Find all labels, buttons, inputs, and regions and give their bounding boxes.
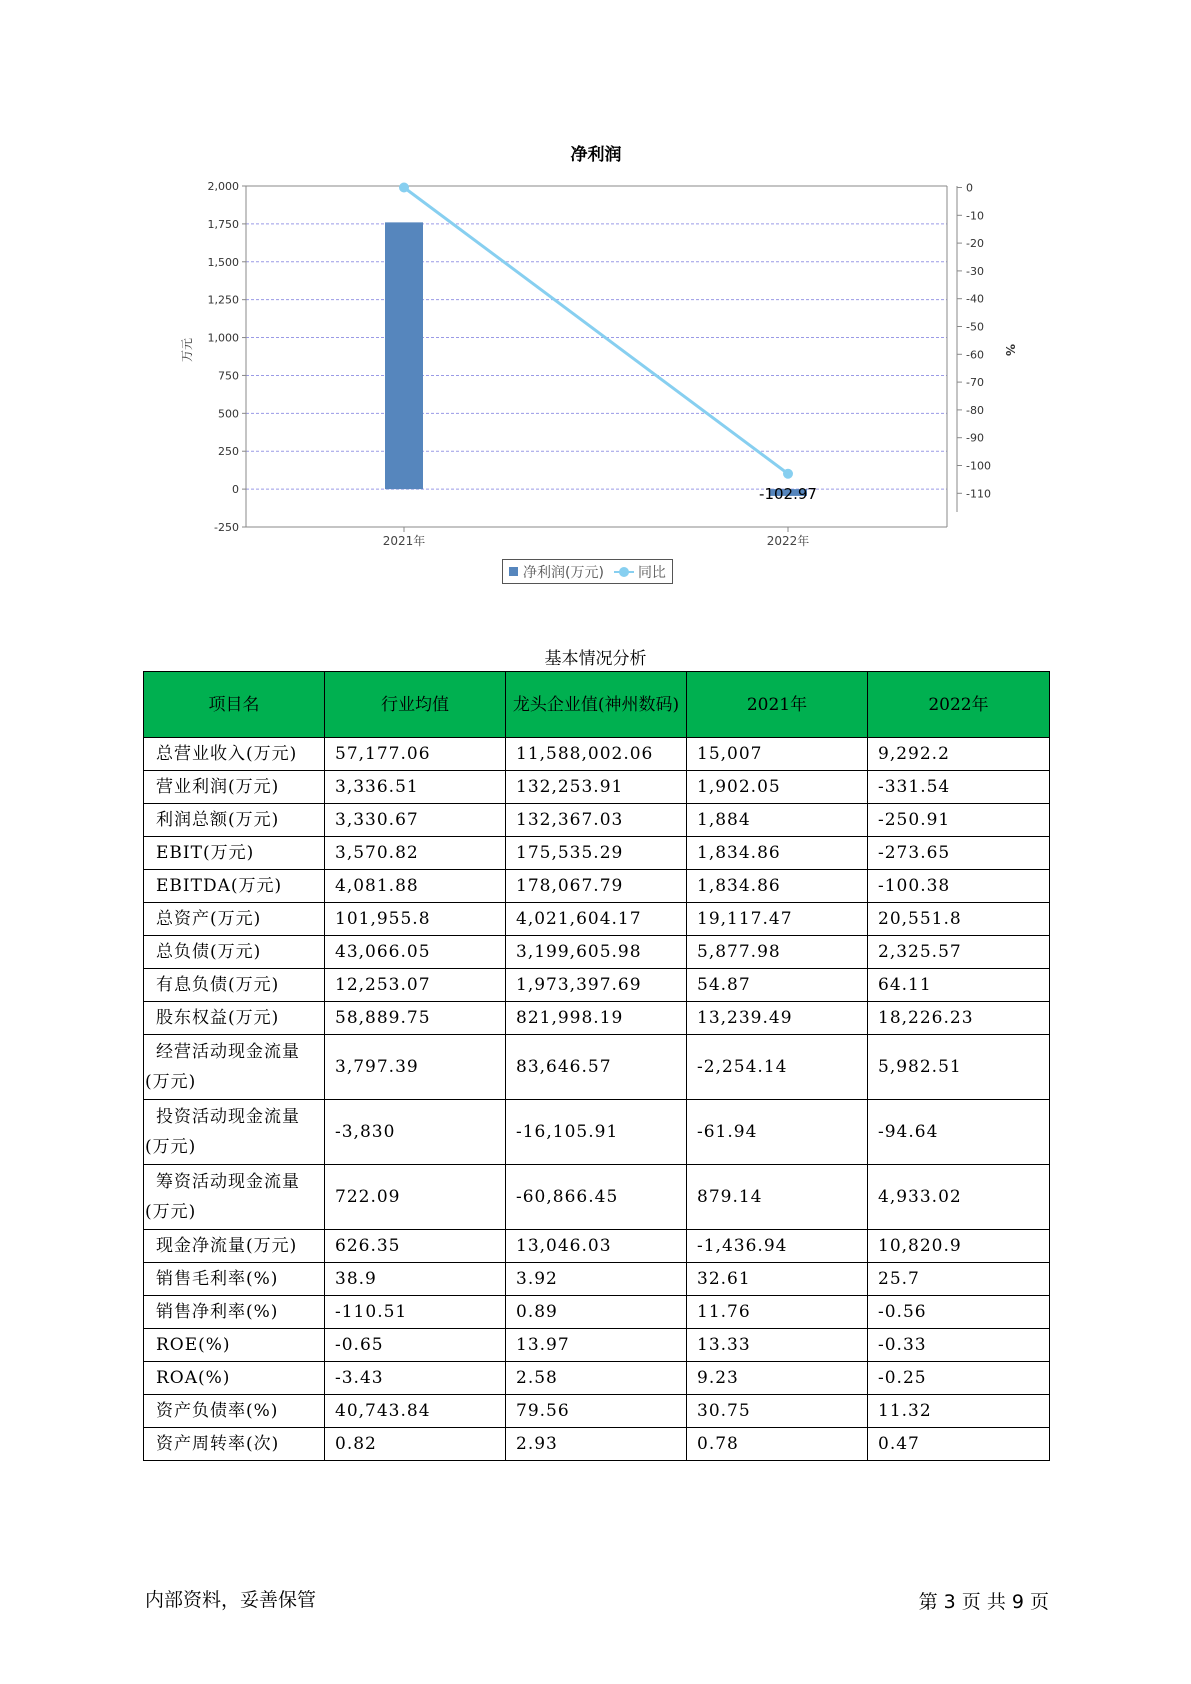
legend-line-label: 同比 xyxy=(637,564,666,581)
bar-net-profit xyxy=(385,222,423,489)
row-value: -0.25 xyxy=(868,1362,1050,1395)
table-row xyxy=(144,903,1050,936)
line-point xyxy=(783,469,793,479)
row-value: 0.78 xyxy=(687,1428,868,1461)
chart-legend xyxy=(502,559,673,584)
row-value: 20,551.8 xyxy=(868,903,1050,936)
data-label: -102.97 xyxy=(759,484,817,503)
row-item-name: 投资活动现金流量(万元) xyxy=(144,1100,325,1165)
row-value: 13,046.03 xyxy=(506,1230,687,1263)
row-value: 175,535.29 xyxy=(506,837,687,870)
x-tick-label: 2021年 xyxy=(382,534,426,548)
right-tick-label: -20 xyxy=(966,237,984,251)
left-tick-label: -250 xyxy=(214,521,239,534)
table-row xyxy=(144,1035,1050,1100)
table-row xyxy=(144,1100,1050,1165)
row-value: 30.75 xyxy=(687,1395,868,1428)
table-row xyxy=(144,1395,1050,1428)
row-value: 3,797.39 xyxy=(325,1035,506,1100)
row-item-name: 有息负债(万元) xyxy=(144,969,325,1002)
row-value: 54.87 xyxy=(687,969,868,1002)
row-value: 2.58 xyxy=(506,1362,687,1395)
row-item-name: 经营活动现金流量(万元) xyxy=(144,1035,325,1100)
row-value: -1,436.94 xyxy=(687,1230,868,1263)
row-value: 4,081.88 xyxy=(325,870,506,903)
row-value: 13,239.49 xyxy=(687,1002,868,1035)
right-tick-label: -30 xyxy=(966,264,984,278)
row-value: -110.51 xyxy=(325,1296,506,1329)
row-item-name: 总负债(万元) xyxy=(144,936,325,969)
table-row xyxy=(144,1362,1050,1395)
row-value: -3.43 xyxy=(325,1362,506,1395)
table-row xyxy=(144,1296,1050,1329)
line-point xyxy=(399,183,409,193)
row-item-name: ROA(%) xyxy=(144,1362,325,1395)
row-value: 43,066.05 xyxy=(325,936,506,969)
left-tick-label: 1,500 xyxy=(207,255,239,269)
row-value: 132,253.91 xyxy=(506,771,687,804)
row-value: 3,336.51 xyxy=(325,771,506,804)
row-value: 11.32 xyxy=(868,1395,1050,1428)
row-item-name: 销售净利率(%) xyxy=(144,1296,325,1329)
row-value: 64.11 xyxy=(868,969,1050,1002)
table-row xyxy=(144,969,1050,1002)
row-item-name: 现金净流量(万元) xyxy=(144,1230,325,1263)
row-value: 3,570.82 xyxy=(325,837,506,870)
table-row xyxy=(144,870,1050,903)
right-tick-label: -90 xyxy=(966,431,984,445)
row-value: 178,067.79 xyxy=(506,870,687,903)
row-value: 1,884 xyxy=(687,804,868,837)
table-row xyxy=(144,936,1050,969)
left-tick-label: 1,750 xyxy=(207,217,239,231)
row-item-name: 筹资活动现金流量(万元) xyxy=(144,1165,325,1230)
table-row xyxy=(144,1002,1050,1035)
row-value: 40,743.84 xyxy=(325,1395,506,1428)
row-value: 83,646.57 xyxy=(506,1035,687,1100)
right-tick-label: 0 xyxy=(966,181,973,195)
row-item-name: 总资产(万元) xyxy=(144,903,325,936)
table-row xyxy=(144,1428,1050,1461)
right-tick-label: -50 xyxy=(966,320,984,334)
row-value: 5,982.51 xyxy=(868,1035,1050,1100)
right-tick-label: -70 xyxy=(966,376,984,390)
row-item-name: 利润总额(万元) xyxy=(144,804,325,837)
row-value: 3,199,605.98 xyxy=(506,936,687,969)
row-value: 821,998.19 xyxy=(506,1002,687,1035)
plot-area xyxy=(246,186,947,527)
row-value: 9,292.2 xyxy=(868,738,1050,771)
header-leader-value: 龙头企业值(神州数码) xyxy=(506,672,687,738)
legend-bar-label: 净利润(万元) xyxy=(523,564,604,581)
row-value: 0.82 xyxy=(325,1428,506,1461)
right-tick-label: -110 xyxy=(966,487,991,501)
row-item-name: EBITDA(万元) xyxy=(144,870,325,903)
legend-line-swatch xyxy=(614,567,634,577)
chart-title: 净利润 xyxy=(570,145,622,165)
row-item-name: ROE(%) xyxy=(144,1329,325,1362)
row-value: -331.54 xyxy=(868,771,1050,804)
row-value: 2,325.57 xyxy=(868,936,1050,969)
footer-confidential-note: 内部资料，妥善保管 xyxy=(145,1589,317,1611)
row-value: 1,902.05 xyxy=(687,771,868,804)
right-tick-label: -100 xyxy=(966,459,991,473)
row-value: 0.47 xyxy=(868,1428,1050,1461)
row-value: 12,253.07 xyxy=(325,969,506,1002)
row-value: 879.14 xyxy=(687,1165,868,1230)
row-value: 5,877.98 xyxy=(687,936,868,969)
row-item-name: 资产周转率(次) xyxy=(144,1428,325,1461)
left-tick-label: 750 xyxy=(218,369,239,383)
row-value: -61.94 xyxy=(687,1100,868,1165)
row-value: 4,933.02 xyxy=(868,1165,1050,1230)
row-value: 626.35 xyxy=(325,1230,506,1263)
row-value: -16,105.91 xyxy=(506,1100,687,1165)
header-item-name: 项目名 xyxy=(144,672,325,738)
row-value: -100.38 xyxy=(868,870,1050,903)
row-value: 101,955.8 xyxy=(325,903,506,936)
row-value: 13.33 xyxy=(687,1329,868,1362)
table-row xyxy=(144,1263,1050,1296)
basic-analysis-table xyxy=(143,671,1050,1461)
row-value: 15,007 xyxy=(687,738,868,771)
row-value: 19,117.47 xyxy=(687,903,868,936)
left-tick-label: 1,000 xyxy=(207,331,239,345)
right-tick-label: -80 xyxy=(966,403,984,417)
row-value: -273.65 xyxy=(868,837,1050,870)
legend-bar-swatch xyxy=(509,567,518,576)
table-row xyxy=(144,837,1050,870)
row-value: 1,834.86 xyxy=(687,870,868,903)
row-value: 11.76 xyxy=(687,1296,868,1329)
right-tick-label: -60 xyxy=(966,348,984,362)
row-value: 13.97 xyxy=(506,1329,687,1362)
row-value: 1,973,397.69 xyxy=(506,969,687,1002)
row-value: 58,889.75 xyxy=(325,1002,506,1035)
row-value: -3,830 xyxy=(325,1100,506,1165)
left-tick-label: 500 xyxy=(218,407,239,421)
table-header-row xyxy=(144,672,1050,738)
footer-page-number: 第 3 页 共 9 页 xyxy=(918,1591,1049,1613)
table-row xyxy=(144,738,1050,771)
row-item-name: 总营业收入(万元) xyxy=(144,738,325,771)
row-value: 4,021,604.17 xyxy=(506,903,687,936)
row-value: -60,866.45 xyxy=(506,1165,687,1230)
row-value: 79.56 xyxy=(506,1395,687,1428)
row-value: 32.61 xyxy=(687,1263,868,1296)
table-row xyxy=(144,1329,1050,1362)
row-value: 3,330.67 xyxy=(325,804,506,837)
left-tick-label: 250 xyxy=(218,445,239,459)
right-tick-label: -40 xyxy=(966,292,984,306)
table-row xyxy=(144,771,1050,804)
row-value: 57,177.06 xyxy=(325,738,506,771)
row-value: 722.09 xyxy=(325,1165,506,1230)
row-value: 38.9 xyxy=(325,1263,506,1296)
row-item-name: 营业利润(万元) xyxy=(144,771,325,804)
row-item-name: EBIT(万元) xyxy=(144,837,325,870)
row-value: 9.23 xyxy=(687,1362,868,1395)
table-caption: 基本情况分析 xyxy=(544,649,647,669)
header-2022: 2022年 xyxy=(868,672,1050,738)
net-profit-chart xyxy=(0,0,1191,560)
row-value: -250.91 xyxy=(868,804,1050,837)
row-value: 11,588,002.06 xyxy=(506,738,687,771)
row-value: 3.92 xyxy=(506,1263,687,1296)
left-tick-label: 0 xyxy=(232,483,239,497)
row-item-name: 销售毛利率(%) xyxy=(144,1263,325,1296)
row-value: -0.33 xyxy=(868,1329,1050,1362)
y-axis-label-right: % xyxy=(1003,343,1017,357)
row-value: -2,254.14 xyxy=(687,1035,868,1100)
row-value: 10,820.9 xyxy=(868,1230,1050,1263)
right-tick-label: -10 xyxy=(966,209,984,223)
header-2021: 2021年 xyxy=(687,672,868,738)
row-value: 2.93 xyxy=(506,1428,687,1461)
row-value: 0.89 xyxy=(506,1296,687,1329)
x-tick-label: 2022年 xyxy=(766,534,810,548)
row-value: -0.65 xyxy=(325,1329,506,1362)
left-tick-label: 2,000 xyxy=(207,180,239,193)
table-row xyxy=(144,1165,1050,1230)
row-value: -0.56 xyxy=(868,1296,1050,1329)
row-item-name: 股东权益(万元) xyxy=(144,1002,325,1035)
row-value: 18,226.23 xyxy=(868,1002,1050,1035)
left-tick-label: 1,250 xyxy=(207,293,239,307)
row-value: 25.7 xyxy=(868,1263,1050,1296)
table-row xyxy=(144,1230,1050,1263)
row-item-name: 资产负债率(%) xyxy=(144,1395,325,1428)
header-industry-avg: 行业均值 xyxy=(325,672,506,738)
row-value: 1,834.86 xyxy=(687,837,868,870)
row-value: -94.64 xyxy=(868,1100,1050,1165)
row-value: 132,367.03 xyxy=(506,804,687,837)
y-axis-label-left: 万元 xyxy=(180,337,194,363)
table-row xyxy=(144,804,1050,837)
